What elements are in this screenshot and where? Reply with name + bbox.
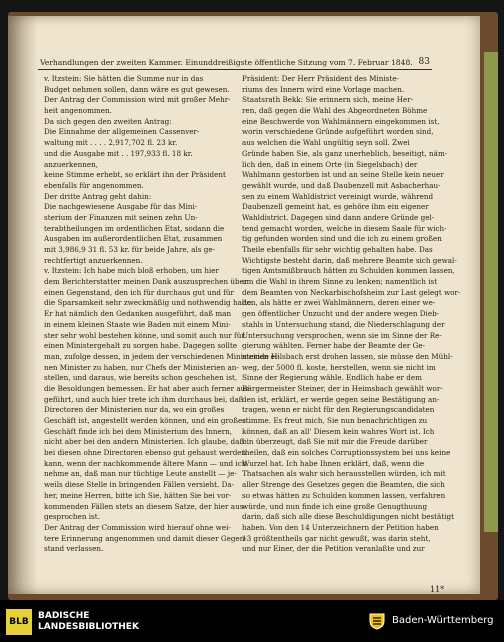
running-head-title: Verhandlungen der zweiten Kammer. Einunddreißigste öffentliche Sitzung vom 7. Februar 1848. [40,58,413,67]
text-line: weg, der 5000 fl. koste, herstellen, wenn sie nicht im [242,362,436,372]
text-line: stand verlassen. [44,544,104,554]
signature-mark: 11* [430,585,445,594]
cover-edge [484,52,498,532]
text-line: Die nachgewiesene Ausgabe für das Mini- [44,202,198,212]
text-line: bei diesen ohne Directoren ebenso gut gehaust werden [44,448,247,458]
header-rule [38,69,432,70]
text-line: Der Antrag der Commission wird mit großer Mehr- [44,95,231,105]
text-line: ren, daß gegen die Wahl des Abgeordneten Böhme [242,106,428,116]
text-line: tragen, wenn er nicht für den Regierungscandidaten [242,405,435,415]
text-line: einen Ministergehalt zu sorgen habe. Dagegen sollte [44,341,238,351]
text-line: ebenfalls für angenommen. [44,180,144,190]
text-line: riums des Innern wird eine Vorlage machen. [242,84,405,94]
text-line: tigen Amtsmißbrauch hätten zu Schulden kommen lassen, [242,266,455,276]
library-name-line1: BADISCHE [38,611,90,621]
text-line: den, als hätte er zwei Wahlmännern, deren einer we- [242,298,436,308]
text-line: Er hat nämlich den Gedanken ausgeführt, daß man [44,309,232,319]
text-line: bin überzeugt, daß Sie mit mir die Freude darüber [242,437,428,447]
text-line: ster sehr wohl bestehen könne, und somit auch nur für [44,330,245,340]
text-line: worin verschiedene Gründe aufgeführt worden sind, [242,127,434,137]
text-line: tig gefunden worden sind und die ich zu einem großen [242,234,442,244]
text-line: gen öffentlicher Unzucht und der andere wegen Dieb- [242,309,440,319]
blb-logo-icon[interactable]: BLB [6,609,32,635]
text-line: her, meine Herren, bitte ich Sie, hätten Sie bei vor- [44,490,232,500]
text-line: haben. Von den 14 Unterzeichnern der Petition haben [242,522,439,532]
text-line: würde, und nun finde ich eine große Genugthuung [242,501,428,511]
text-line: terabtheilungen im ordentlichen Etat, sodann die [44,223,225,233]
text-line: Ausgaben im außerordentlichen Etat, zusammen [44,234,223,244]
text-line: keine Stimme erhebt, so erklärt ihn der Präsident [44,170,226,180]
text-line: Wahlmann gestorben ist und an seine Stelle kein neuer [242,170,444,180]
text-line: um die Wahl in ihrem Sinne zu lenken; namentlich ist [242,277,438,287]
text-line: v. Itzstein: Ich habe mich bloß erhoben, um hier [44,266,219,276]
text-line: meinde Hilsbach erst drohen lassen, sie müsse den Mühl- [242,351,453,361]
text-line: einen Gegenstand, den ich für durchaus gut und für [44,287,234,297]
text-line: dem Beamten von Neckarbischofsheim zur Last gelegt wor- [242,287,461,297]
text-line: heit angenommen. [44,106,112,116]
text-line: 13 größtentheils gar nicht gewußt, was darin steht, [242,533,431,543]
text-line: tend gemacht worden, welche in diesem Saale für wich- [242,223,447,233]
text-line: Geschäft finde ich bei dem Ministerium des Innern, [44,426,233,436]
text-line: eine Beschwerde von Wahlmännern eingekommen ist, [242,116,440,126]
text-line: Bürgermeister Steiner, der in Heimsbach gewählt wor- [242,383,443,393]
text-line: waltung mit . . . . 2,917,702 fl. 23 kr. [44,138,178,148]
text-line: kommenden Fällen stets an diesem Satze, der hier aus- [44,501,246,511]
text-line: dem Berichterstatter meinen Dank auszusprechen über [44,277,248,287]
text-line: aller Strenge des Gesetzes gegen die Beamten, die sich [242,480,445,490]
text-line: sterium der Finanzen mit seinen zehn Un- [44,212,198,222]
text-line: man, zufolge dessen, in jedem der verschiedenen Ministerien ei- [44,351,280,361]
text-line: Wurzel hat. Ich habe Ihnen erklärt, daß, wenn die [242,458,425,468]
text-line: Geschäft ist, angestellt werden können, und ein großes [44,416,246,425]
text-line: Thatsachen als wahr sich herausstellen würden, ich mit [242,469,446,479]
text-line: den ist, erklärt, er werde gegen seine Bestätigung an- [242,394,440,404]
text-line: stahls in Untersuchung stand, die Niederschlagung der [242,319,445,329]
text-line: aus welchen die Wahl ungültig seyn soll. Zwei [242,138,410,148]
text-line: so etwas hätten zu Schulden kommen lassen, verfahren [242,490,446,500]
text-line: stellen, und daraus, wie bereits schon geschehen ist, [44,373,238,383]
text-line: Der dritte Antrag geht dahin: [44,191,152,201]
text-line: Wahldistrict. Dagegen sind dann andere Gründe gel- [242,212,435,222]
page-gutter-shadow [8,16,38,594]
text-line: Wichtigste besteht darin, daß mehrere Beamte sich gewal- [242,255,457,265]
text-line: tere Erinnerung angenommen und damit dieser Gegen- [44,533,247,543]
text-line: Präsident: Der Herr Präsident des Ministe- [242,74,399,83]
text-line: Die Einnahme der allgemeinen Cassenver- [44,127,200,137]
text-line: gewählt wurde, und daß Daubenzell mit Asbacherhau- [242,180,441,190]
text-line: sen zu einem Wahldistrict vereinigt wurde, während [242,191,434,201]
text-line: darin, daß sich alle diese Beschuldigungen nicht bestätigt [242,512,454,522]
text-line: theilen, daß ein solches Corruptionssystem bei uns keine [242,448,451,458]
text-line: lich den, daß in einem Orte (in Siegelsbach) der [242,159,418,169]
text-line: die Besoldungen bemessen. Er hat aber auch ferner aus- [44,383,252,393]
text-line: nen Minister zu haben, nur Chefs der Ministerien an- [44,362,239,372]
state-name[interactable]: Baden-Württemberg [392,615,494,626]
text-line: anzuerkennen, [44,159,99,169]
text-line: Da sich gegen den zweiten Antrag: [44,116,172,126]
text-line: gierung wählten. Ferner habe der Beamte der Ge- [242,341,426,351]
page-number: 83 [418,57,430,67]
text-line: gesprochen ist. [44,512,100,522]
library-name[interactable] [38,611,139,633]
text-line: weils diese Stelle in bringenden Fällen versieht. Da- [44,480,235,490]
text-line: und die Ausgabe mit . . 197,933 fl. 18 kr. [44,148,193,158]
text-line: mit 3,986,9 31 fl. 53 kr. für beide Jahre, als ge- [44,245,215,254]
left-text-column [44,74,280,555]
text-line: kann, wenn der nachkommende ältere Mann — und ich [44,458,247,468]
text-line: in einem kleinen Staate wie Baden mit einem Mini- [44,319,231,329]
text-line: Sinne der Regierung wähle. Endlich habe er dem [242,373,422,383]
text-line: rechtfertigt anzuerkennen. [44,255,143,265]
text-line: und nur Einer, der die Petition veranlaßte und zur [242,544,425,554]
text-line: Gründe haben Sie, als ganz unerheblich, beseitigt, näm- [242,148,448,158]
text-line: Theile ebenfalls für sehr wichtig gehalten habe. Das [242,245,433,254]
text-line: Der Antrag der Commission wird hierauf ohne wei- [44,522,231,532]
text-line: stimme. Es freut mich, Sie nun benachrichtigen zu [242,416,428,425]
baden-wuerttemberg-crest-icon [368,612,386,630]
text-line: Daubenzell gemeint hat, es gehöre ihm ein eigener [242,202,429,212]
text-line: Staatsrath Bekk: Sie erinnern sich, meine Her- [242,95,414,105]
text-line: geführt, und auch hier trete ich ihm durchaus bei, daß [44,394,244,404]
running-head [40,58,430,67]
right-text-column [242,74,461,555]
text-line: nicht aber bei den andern Ministerien. Ich glaube, daß [44,437,245,447]
text-line: können, daß an all' Diesem kein wahres Wort ist. Ich [242,426,435,436]
library-name-line2: LANDESBIBLIOTHEK [38,622,139,632]
text-line: Budget nehmen sollen, dann wäre es gut gewesen. [44,84,230,94]
text-line: nehme an, daß man nur tüchtige Leute anstellt — je- [44,469,237,479]
text-line: Directoren der Ministerien nur da, wo ein großes [44,405,225,415]
text-line: die Sparsamkeit sehr zweckmäßig und nothwendig halte. [44,298,254,308]
text-line: Untersuchung versprochen, wenn sie im Sinne der Re- [242,330,442,340]
text-line: v. Itzstein: Sie hätten die Summe nur in das [44,74,204,83]
